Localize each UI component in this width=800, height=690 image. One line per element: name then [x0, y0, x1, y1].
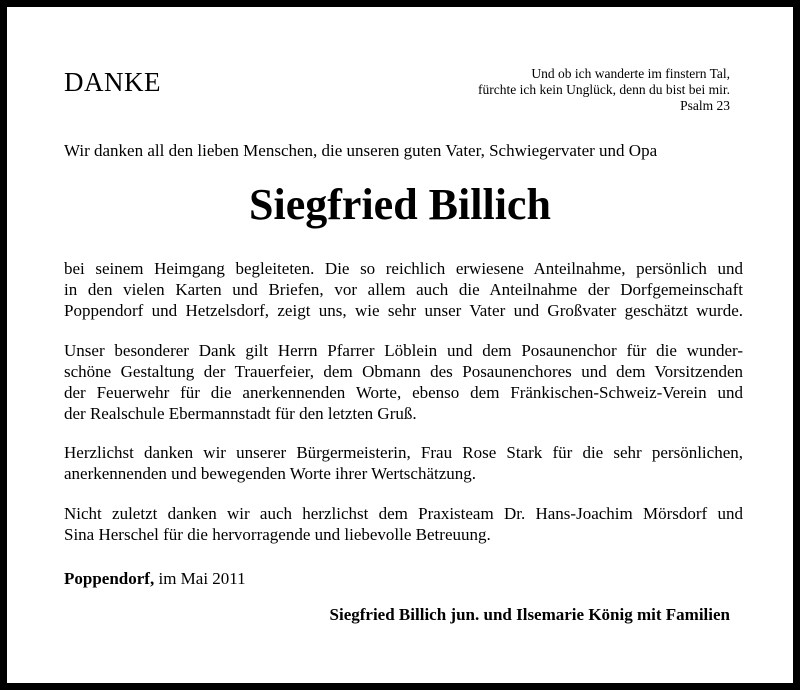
- text-line: Sina Herschel für die hervorragende und liebevolle Betreuung.: [64, 525, 491, 544]
- signature: Siegfried Billich jun. und Ilsemarie König mit Familien: [329, 605, 730, 624]
- intro-text: Wir danken all den lieben Menschen, die unseren guten Vater, Schwiegervater und Opa: [64, 141, 658, 160]
- text-line: Nicht zuletzt danken wir auch herzlichst dem Praxisteam Dr. Hans-Joachim Mörsdorf und: [64, 504, 743, 523]
- paragraph-1: [64, 258, 743, 321]
- heading: DANKE: [64, 67, 161, 97]
- text-line: Herzlichst danken wir unserer Bürgermeisterin, Frau Rose Stark für die sehr persönlichen,: [64, 443, 743, 462]
- text-line: der Realschule Ebermannstadt für den letzten Gruß.: [64, 404, 417, 423]
- verse-line: Und ob ich wanderte im finstern Tal,: [531, 66, 730, 81]
- text-line: Unser besonderer Dank gilt Herrn Pfarrer Löblein und dem Posaunenchor für die wunder-: [64, 341, 743, 360]
- deceased-name: Siegfried Billich: [249, 180, 551, 229]
- verse-source: Psalm 23: [680, 98, 730, 113]
- text-line: der Feuerwehr für die anerkennenden Worte, ebenso dem Fränkischen-Schweiz-Verein und: [64, 383, 743, 402]
- paragraph-2: [64, 340, 743, 424]
- paragraph-3: [64, 442, 743, 484]
- verse-line: fürchte ich kein Unglück, denn du bist bei mir.: [478, 82, 730, 97]
- text-line: Poppendorf und Hetzelsdorf, zeigt uns, wie sehr unser Vater und Großvater geschätzt wurde.: [64, 301, 743, 320]
- text-line: in den vielen Karten und Briefen, vor allem auch die Anteilnahme der Dorfgemeinschaft: [64, 280, 743, 299]
- place-date: [64, 568, 246, 589]
- text-line: anerkennenden und bewegenden Worte ihrer Wertschätzung.: [64, 464, 477, 483]
- text-line: bei seinem Heimgang begleiteten. Die so reichlich erwiesene Anteilnahme, persönlich und: [64, 259, 743, 278]
- paragraph-4: [64, 503, 743, 545]
- date: im Mai 2011: [154, 569, 246, 588]
- psalm-quote: [478, 66, 730, 114]
- place: Poppendorf,: [64, 569, 155, 588]
- text-line: schöne Gestaltung der Trauerfeier, dem Obmann des Posaunenchores und dem Vorsitzenden: [64, 362, 743, 381]
